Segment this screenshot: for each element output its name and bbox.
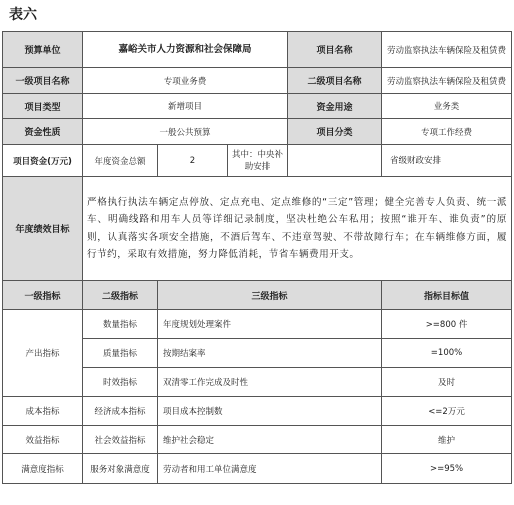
budget-performance-table: [2, 31, 512, 484]
level3-indicator: 劳动者和用工单位满意度: [158, 454, 382, 484]
target-value: =100%: [382, 339, 512, 368]
level3-indicator: 维护社会稳定: [158, 426, 382, 454]
central-subsidy-value: [288, 145, 382, 177]
header-level1-indicator: 一级指标: [3, 281, 83, 310]
target-value: >=800 件: [382, 310, 512, 339]
level2-indicator: 服务对象满意度: [83, 454, 158, 484]
row-project-levels: [3, 68, 512, 94]
table-title: 表六: [9, 7, 37, 23]
row-funds: [3, 145, 512, 177]
project-type-value: 新增项目: [83, 94, 288, 119]
header-level2-indicator: 二级指标: [83, 281, 158, 310]
fund-use-value: 业务类: [382, 94, 512, 119]
project-name-label: 项目名称: [288, 32, 382, 68]
project-category-value: 专项工作经费: [382, 119, 512, 145]
indicator-row-cost: [3, 397, 512, 426]
level3-indicator: 年度规划处理案件: [158, 310, 382, 339]
fund-nature-value: 一般公共预算: [83, 119, 288, 145]
row-type-use: [3, 94, 512, 119]
level3-indicator: 按期结案率: [158, 339, 382, 368]
fund-use-label: 资金用途: [288, 94, 382, 119]
target-value: 及时: [382, 368, 512, 397]
project-name-value: 劳动监察执法车辆保险及租赁费: [382, 32, 512, 68]
level2-indicator: 社会效益指标: [83, 426, 158, 454]
level2-indicator: 数量指标: [83, 310, 158, 339]
target-value: >=95%: [382, 454, 512, 484]
fund-nature-label: 资金性质: [3, 119, 83, 145]
level1-indicator: 满意度指标: [3, 454, 83, 484]
level2-indicator: 经济成本指标: [83, 397, 158, 426]
target-value: 维护: [382, 426, 512, 454]
unit-label: 预算单位: [3, 32, 83, 68]
level1-project-value: 专项业务费: [83, 68, 288, 94]
project-category-label: 项目分类: [288, 119, 382, 145]
level1-indicator: 效益指标: [3, 426, 83, 454]
level2-project-label: 二级项目名称: [288, 68, 382, 94]
level2-project-value: 劳动监察执法车辆保险及租赁费: [382, 68, 512, 94]
goal-text: 严格执行执法车辆定点停放、定点充电、定点维修的“三定”管理；健全完善专人负责、统一派车、明确线路和用车人员等详细记录制度，坚决杜绝公车私用；按照“谁开车、谁负责”的原则，认真落实各项安全措施，不酒后驾车、不违章驾驶、不带故障行车；在车辆维修方面，履行节约，采取有效措施，努力降低消耗，节省车辆费用开支。: [83, 177, 512, 281]
output-indicator-label: 产出指标: [3, 310, 83, 397]
target-value: <=2万元: [382, 397, 512, 426]
level1-project-label: 一级项目名称: [3, 68, 83, 94]
header-target-value: 指标目标值: [382, 281, 512, 310]
unit-value: 嘉峪关市人力资源和社会保障局: [83, 32, 288, 68]
level2-indicator: 时效指标: [83, 368, 158, 397]
annual-total-label: 年度资金总额: [83, 145, 158, 177]
row-performance-goal: [3, 177, 512, 281]
row-unit-project: [3, 32, 512, 68]
indicator-row-benefit: [3, 426, 512, 454]
provincial-funding-label: 省级财政安排: [382, 145, 512, 177]
indicator-header-row: [3, 281, 512, 310]
level3-indicator: 项目成本控制数: [158, 397, 382, 426]
annual-total-value: 2: [158, 145, 228, 177]
indicator-row-quantity: [3, 310, 512, 339]
level1-indicator: 成本指标: [3, 397, 83, 426]
level2-indicator: 质量指标: [83, 339, 158, 368]
level3-indicator: 双清零工作完成及时性: [158, 368, 382, 397]
project-type-label: 项目类型: [3, 94, 83, 119]
central-subsidy-label: 其中：中央补助安排: [228, 145, 288, 177]
header-level3-indicator: 三级指标: [158, 281, 382, 310]
indicator-row-satisfaction: [3, 454, 512, 484]
project-funds-label: 项目资金(万元): [3, 145, 83, 177]
goal-label: 年度绩效目标: [3, 177, 83, 281]
row-nature-category: [3, 119, 512, 145]
